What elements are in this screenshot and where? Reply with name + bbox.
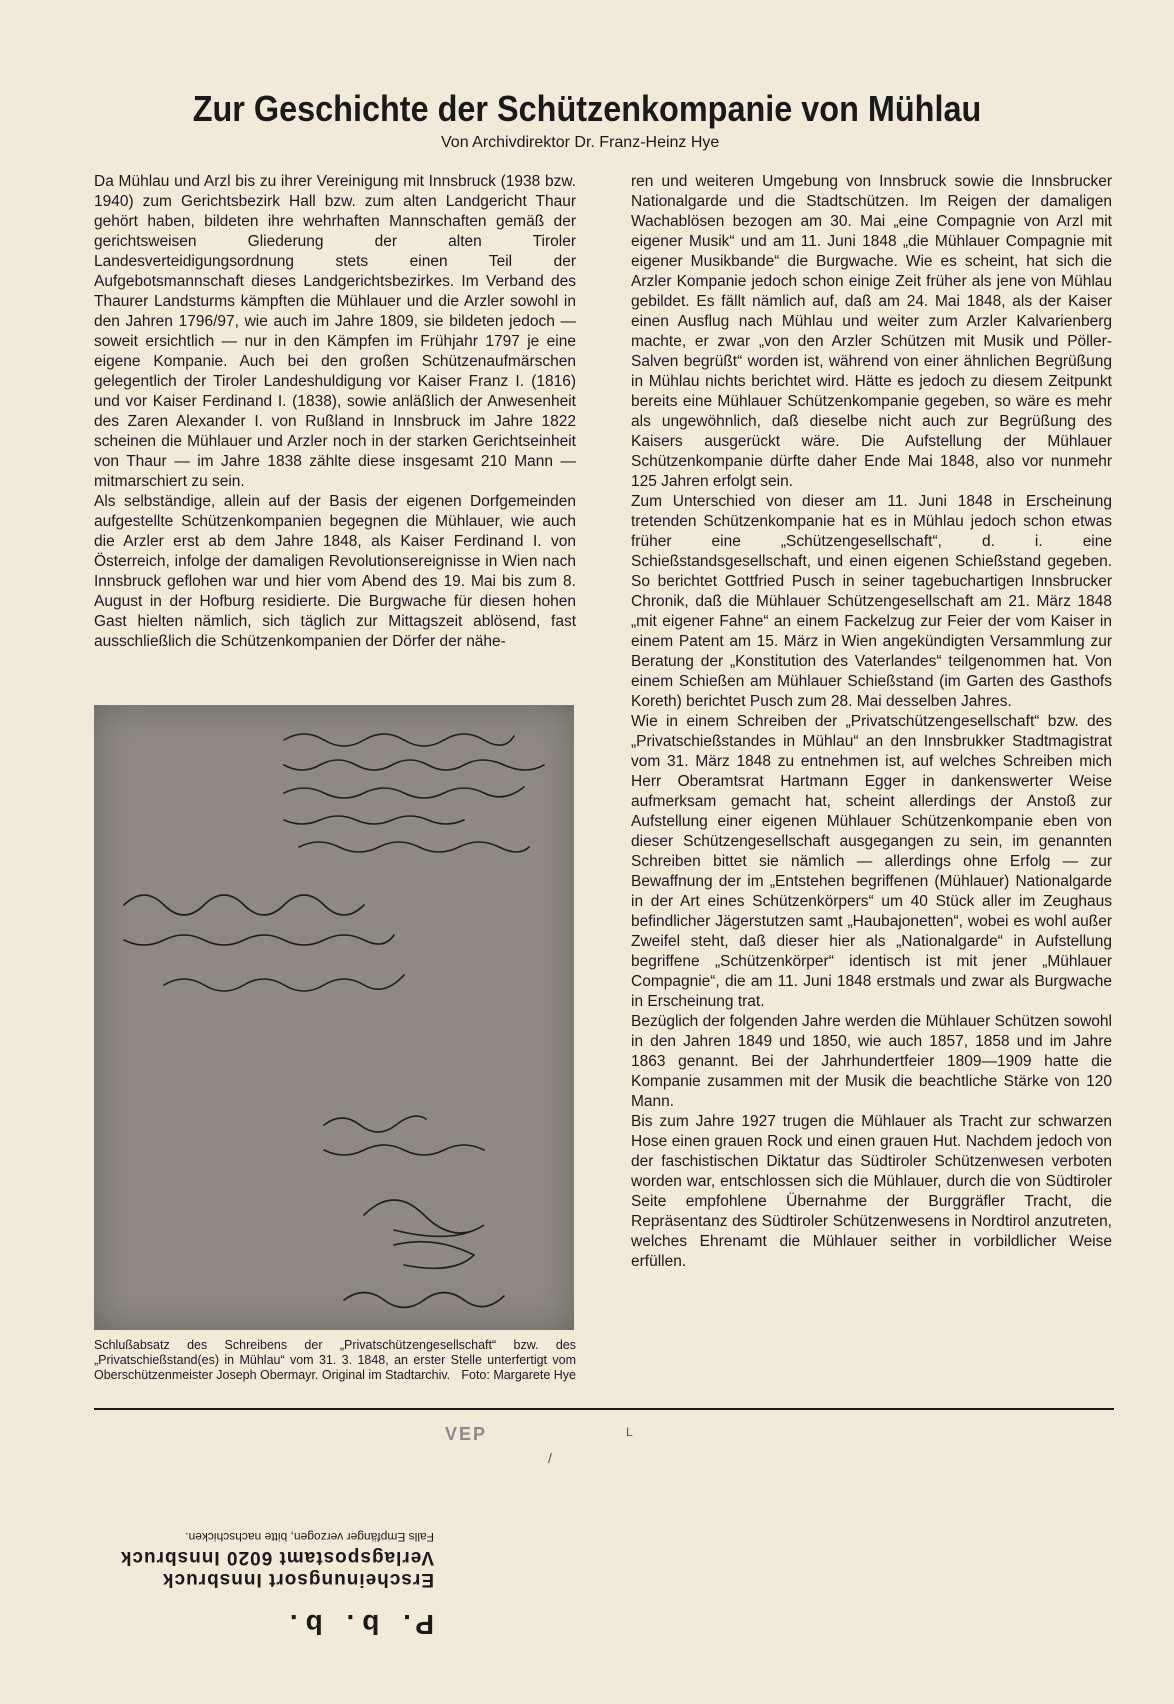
paragraph: Als selbständige, allein auf der Basis der eigenen Dorfgemeinden aufgestellte Schützenkompanien begegnen die Mühlauer, wie auch die Arzler erst ab dem Jahre 1848, als Kaiser Ferdinand I. von Österreich, infolge der damaligen Revolutionsereignisse in Wien nach Innsbruck geflohen war und hier vom Abend des 19. Mai bis zum 8. August in der Hofburg residierte. Die Burgwache für diesen hohen Gast hielten nämlich, sich täglich zur Mittagszeit ablösend, fast ausschließlich die Schützenkompanien der Dörfer der nähe- xyxy=(94,493,576,650)
handwriting-signatures-image xyxy=(94,705,574,1330)
byline-text: Von Archivdirektor Dr. Franz-Heinz Hye xyxy=(441,134,720,151)
paragraph: Zum Unterschied von dieser am 11. Juni 1848 in Erscheinung tretenden Schützenkompanie hat es in Mühlau jedoch schon etwas früher eine „Schützengesellschaft“, d. i. eine Schießstandsgesellschaft, und einen eigenen Schießstand gegeben. So berichtet Gottfried Pusch in seiner tagebuchartigen Innsbrucker Chronik, daß die Mühlauer Schützengesellschaft am 21. März 1848 „mit eigener Fahne“ an einem Fackelzug zur Feier der vom Kaiser in einem Patent am 15. März in Wien angekündigten Versammlung zur Beratung der „Konstitution des Vaterlandes“ teilgenommen hat. Von einem Schießen am Mühlauer Schießstand (im Garten des Gasthofs Koreth) berichtet Pusch zum 28. Mai desselben Jahres. xyxy=(631,493,1112,710)
postage-paid-label: P. b. b. xyxy=(281,1609,434,1640)
horizontal-rule xyxy=(94,1408,1114,1410)
pen-mark: L xyxy=(626,1425,633,1439)
stamp-mark: VEP xyxy=(445,1424,488,1444)
forwarding-note: Falls Empfänger verzogen, bitte nachschicken. xyxy=(185,1530,434,1544)
paragraph: Wie in einem Schreiben der „Privatschützengesellschaft“ bzw. des „Privatschießstandes in Mühlau“ an den Innsbrukker Stadtmagistrat vom 31. März 1848 zu entnehmen ist, auf welches Schreiben mich Herr Oberamtsrat Hartmann Egger in dankenswerter Weise aufmerksam gemacht hat, scheint allerdings der Anstoß zur Aufstellung einer eigenen Mühlauer Schützenkompanie eben von dieser Schützengesellschaft ausgegangen zu sein, im genannten Schreiben bittet sie nämlich — allerdings ohne Erfolg — zur Bewaffnung der im „Entstehen begriffenen (Mühlauer) Nationalgarde in der Art eines Schützenkörpers“ um 40 Stück aller im Zeughaus befindlicher Jägerstutzen samt „Haubajonetten“, wobei es wohl außer Zweifel steht, daß dieser hier als „Nationalgarde“ in Aufstellung begriffene „Schützenkörper“ identisch ist mit jener „Mühlauer Compagnie“, die am 11. Juni 1848 erstmals und zwar als Burgwache in Erscheinung trat. xyxy=(631,713,1112,1010)
caption-text: Schlußabsatz des Schreibens der „Privatschützengesellschaft“ bzw. des „Privatschießstand(es) in Mühlau“ vom 31. 3. 1848, an erster Stelle unterfertigt vom Oberschützenmeister Joseph Obermayr. Original im Stadtarchiv. xyxy=(94,1338,576,1382)
paragraph: Bezüglich der folgenden Jahre werden die Mühlauer Schützen sowohl in den Jahren 1849 und 1850, wie auch 1857, 1858 und im Jahre 1863 genannt. Bei der Jahrhundertfeier 1809—1909 hatte die Kompanie zusammen mit der Musik die beachtliche Stärke von 120 Mann. xyxy=(631,1013,1112,1110)
right-column xyxy=(631,172,1112,1272)
paragraph: ren und weiteren Umgebung von Innsbruck sowie die Innsbrucker Nationalgarde und die Stadtschützen. Im Reigen der damaligen Wachablösen bezogen am 30. Mai „eine Compagnie von Arzl mit eigener Musik“ und am 11. Juni 1848 „die Mühlauer Compagnie mit eigener Musikbande“ die Burgwache. Wie es scheint, hat sich die Arzler Kompanie jedoch schon einige Zeit früher als jene von Mühlau gebildet. Es fällt nämlich auf, daß am 24. Mai 1848, als der Kaiser einen Ausflug nach Mühlau und weiter zum Arzler Kalvarienberg machte, er zwar „von den Arzler Schützen mit Musik und Pöller-Salven begrüßt“ worden ist, während von einer ähnlichen Begrüßung in Mühlau nichts berichtet wird. Hätte es jedoch zu diesem Zeitpunkt bereits eine Mühlauer Schützenkompanie gegeben, so wäre es mehr als ungewöhnlich, daß dieselbe nicht auch zur Begrüßung des Kaisers ausgerückt wäre. Die Aufstellung der Mühlauer Schützenkompanie dürfte daher Ende Mai 1848, also vor nunmehr 125 Jahren erfolgt sein. xyxy=(631,173,1112,490)
paragraph: Da Mühlau und Arzl bis zu ihrer Vereinigung mit Innsbruck (1938 bzw. 1940) zum Gerichtsbezirk Hall bzw. zum alten Landgericht Thaur gehört haben, bildeten ihre wehrhaften Mannschaften gemäß der gerichtsweisen Gliederung der alten Tiroler Landesverteidigungsordnung stets einen Teil der Aufgebotsmannschaft dieses Landgerichtsbezirkes. Im Verband des Thaurer Landsturms kämpften die Mühlauer und die Arzler sowohl in den Jahren 1796/97, wie auch im Jahre 1809, sie bildeten jedoch — soweit ersichtlich — nur in den Kämpfen im Frühjahr 1797 je eine eigene Kompanie. Auch bei den großen Schützenaufmärschen gelegentlich der Tiroler Landeshuldigung vor Kaiser Franz I. (1816) und vor Kaiser Ferdinand I. (1838), sowie anläßlich der Anwesenheit des Zaren Alexander I. von Rußland in Innsbruck im Jahre 1822 scheinen die Mühlauer und Arzler noch in der starken Gerichtseinheit von Thaur — im Jahre 1838 zählte diese insgesamt 210 Mann — mitmarschiert zu sein. xyxy=(94,173,576,490)
left-column xyxy=(94,172,576,652)
photo-credit: Foto: Margarete Hye xyxy=(461,1368,576,1382)
mailing-block xyxy=(94,1490,434,1640)
article-title: Zur Geschichte der Schützenkompanie von Mühlau xyxy=(192,88,982,129)
post-office: Verlagspostamt 6020 Innsbruck xyxy=(119,1547,434,1568)
paragraph: Bis zum Jahre 1927 trugen die Mühlauer als Tracht zur schwarzen Hose einen grauen Rock und einen grauen Hut. Nachdem jedoch von der faschistischen Diktatur das Südtiroler Schützenwesen verboten worden war, entschlossen sich die Mühlauer, durch die von Südtiroler Seite empfohlene Übernahme der Burggräfler Tracht, die Repräsentanz des Südtiroler Schützenwesens in Nordtirol anzutreten, welches Ehrenamt die Mühlauer seither in vorbildlicher Weise erfüllen. xyxy=(631,1113,1112,1270)
handwritten-letter-photo xyxy=(94,705,574,1330)
publication-place: Erscheinungsort Innsbruck xyxy=(161,1569,434,1590)
pen-mark: / xyxy=(548,1450,552,1466)
figure-caption xyxy=(94,1338,576,1383)
